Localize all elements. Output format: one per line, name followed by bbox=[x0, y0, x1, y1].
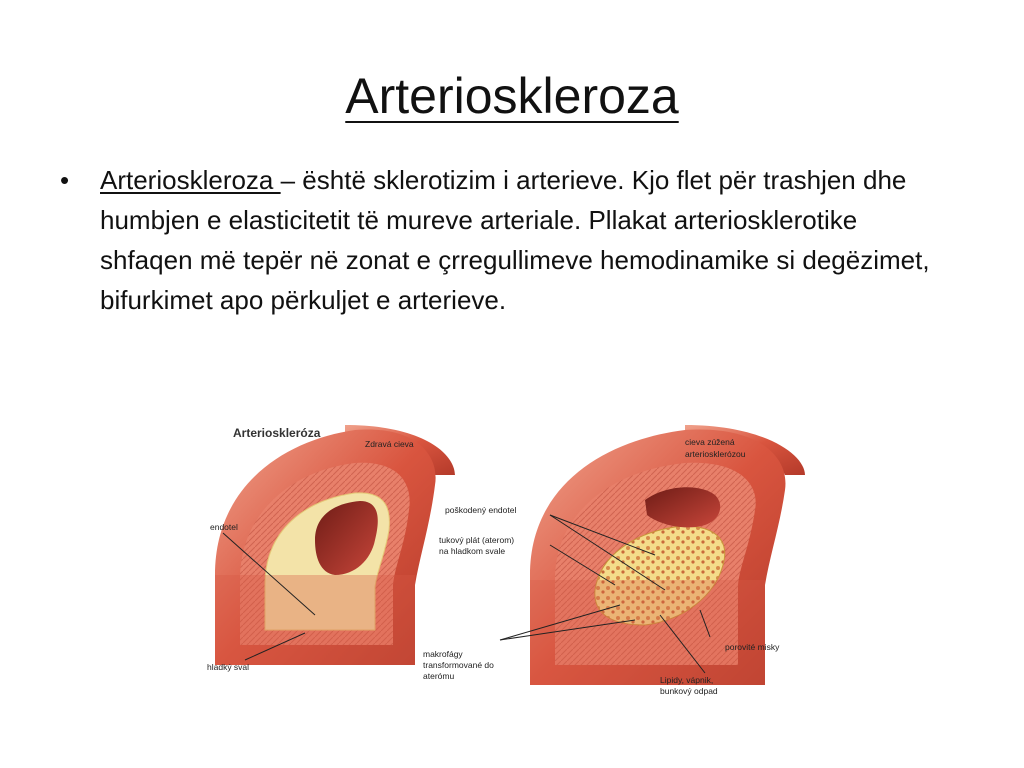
arteriosclerosis-figure bbox=[195, 415, 835, 705]
label-macrophages-3: aterómu bbox=[423, 671, 455, 681]
label-damaged-endothelium: poškodený endotel bbox=[445, 505, 517, 515]
label-smooth-muscle: hladký sval bbox=[207, 662, 250, 672]
label-macrophages-1: makrofágy bbox=[423, 649, 463, 659]
label-lipids-2: bunkový odpad bbox=[660, 686, 718, 696]
bullet-text bbox=[100, 160, 940, 320]
bullet-description: – është sklerotizim i arterieve. Kjo flet për trashjen dhe humbjen e elasticitetit të mureve arteriale. Pllakat arteriosklerotike shfaqen më tepër në zonat e çrregullimeve hemodinamike si degëzimet, bifurkimet apo përkuljet e arterieve. bbox=[100, 165, 930, 315]
label-porous-cap: porovité misky bbox=[725, 642, 780, 652]
artery-illustration bbox=[195, 415, 835, 705]
label-fatty-plaque-1: tukový plát (aterom) bbox=[439, 535, 515, 545]
slide-body bbox=[60, 160, 940, 320]
bullet-item bbox=[60, 160, 940, 320]
label-endothelium: endotel bbox=[210, 522, 238, 532]
label-lipids-1: Lipidy, vápnik, bbox=[660, 675, 714, 685]
label-healthy-vessel: Zdravá cieva bbox=[365, 439, 414, 449]
label-macrophages-2: transformované do bbox=[423, 660, 494, 670]
bullet-icon: • bbox=[60, 165, 70, 195]
label-narrowed-vessel-2: arteriosklerózou bbox=[685, 449, 746, 459]
label-fatty-plaque-2: na hladkom svale bbox=[439, 546, 506, 556]
bullet-term: Arterioskleroza bbox=[100, 165, 281, 195]
figure-title: Arterioskleróza bbox=[233, 426, 321, 440]
healthy-artery bbox=[215, 425, 455, 665]
slide-title: Arterioskleroza bbox=[345, 68, 679, 124]
label-narrowed-vessel-1: cieva zúžená bbox=[685, 437, 735, 447]
